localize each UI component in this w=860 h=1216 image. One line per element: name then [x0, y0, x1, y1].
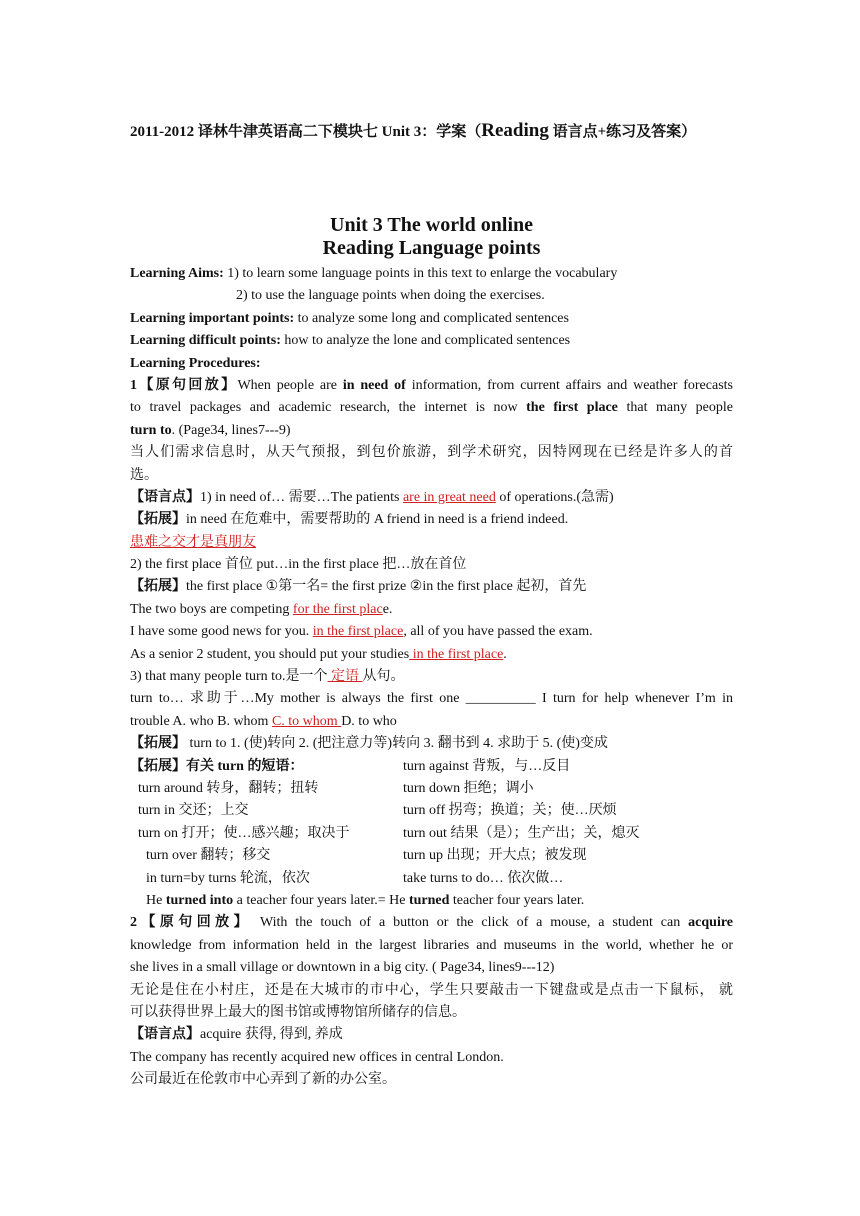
phrase-row: in turn=by turns 轮流，依次 take turns to do… 依次做…	[146, 870, 564, 886]
phrase-row: turn on 打开；使…感兴趣；取决于 turn out 结果（是）；生产出；关，熄灭	[138, 825, 640, 841]
s1-example-3: As a senior 2 student, you should put your studies in the first place.	[130, 646, 507, 662]
s1-sentence-line2: to travel packages and academic research, the internet is now the first place that many people	[130, 400, 733, 416]
s1-extension-3: 【拓展】 turn to 1. (使)转向 2. (把注意力等)转向 3. 翻书到 4. 求助于 5. (使)变成	[130, 736, 608, 752]
phrase-row: turn in 交还；上交 turn off 拐弯；换道；关；使…厌烦	[138, 803, 617, 819]
s2-translation-2: 可以获得世界上最大的图书馆或博物馆所储存的信息。	[130, 1004, 466, 1020]
s1-sentence-line3: turn to. (Page34, lines7---9)	[130, 422, 291, 438]
learning-procedures: Learning Procedures:	[130, 355, 261, 371]
title-reading: Reading	[481, 120, 549, 141]
s2-translation-1: 无论是住在小村庄，还是在大城市的市中心，学生只要敲击一下键盘或是点击一下鼠标， 就	[130, 982, 733, 998]
phrase-row: turn around 转身，翻转；扭转 turn down 拒绝；调小	[138, 780, 534, 796]
s1-turn-example: He turned into a teacher four years later.= He turned teacher four years later.	[146, 892, 585, 908]
learning-important: Learning important points: to analyze some long and complicated sentences	[130, 310, 569, 326]
title-text-end: 语言点+练习及答案）	[548, 124, 697, 140]
unit-heading	[130, 214, 733, 260]
s1-question-options: trouble A. who B. whom C. to whom D. to who	[130, 713, 397, 729]
document-body	[130, 263, 733, 1091]
s1-first-place: 2) the first place 首位 put…in the first place 把…放在首位	[130, 557, 467, 573]
learning-aims: Learning Aims: 1) to learn some language points in this text to enlarge the vocabulary	[130, 266, 618, 281]
title-text: 2011-2012 译林牛津英语高二下模块七 Unit 3：学案（	[130, 124, 482, 140]
s2-example-translation: 公司最近在伦敦市中心弄到了新的办公室。	[130, 1072, 396, 1088]
s2-sentence-line1: 2【原句回放】 With the touch of a button or the click of a mouse, a student can acquire	[130, 915, 734, 931]
s2-sentence-line3: she lives in a small village or downtown in a big city. ( Page34, lines9---12)	[130, 960, 555, 976]
s1-extension-1-answer: 患难之交才是真朋友	[130, 534, 256, 550]
s2-sentence-line2: knowledge from information held in the largest libraries and museums in the world, whether he or	[130, 937, 733, 953]
s1-clause-point: 3) that many people turn to.是一个 定语 从句。	[130, 669, 405, 685]
unit-subtitle-line: Reading Language points	[322, 237, 541, 259]
learning-difficult: Learning difficult points: how to analyze the lone and complicated sentences	[130, 333, 571, 349]
s1-extension-2: 【拓展】the first place ①第一名= the first prize ②in the first place 起初，首先	[130, 579, 587, 595]
s1-example-1: The two boys are competing for the first place.	[130, 601, 393, 617]
document-title	[130, 116, 733, 147]
s2-example: The company has recently acquired new offices in central London.	[130, 1049, 504, 1065]
s1-translation-2: 选。	[130, 467, 158, 483]
s2-language-point: 【语言点】acquire 获得, 得到, 养成	[130, 1027, 343, 1043]
s1-extension-4: 【拓展】有关 turn 的短语： turn against 背叛，与…反目	[130, 756, 733, 778]
s1-extension-1: 【拓展】in need 在危难中，需要帮助的 A friend in need is a friend indeed.	[130, 512, 569, 528]
learning-aims-2: 2) to use the language points when doing the exercises.	[236, 288, 545, 304]
s1-language-point: 【语言点】1) in need of… 需要…The patients are in great need of operations.(急需)	[130, 489, 614, 505]
s1-example-2: I have some good news for you. in the first place, all of you have passed the exam.	[130, 624, 593, 640]
phrase-row: turn over 翻转；移交 turn up 出现；开大点；被发现	[146, 848, 587, 864]
s1-sentence-line1: 1【原句回放】When people are in need of information, from current affairs and weather forecasts	[130, 377, 733, 393]
phrase-right: turn against 背叛，与…反目	[403, 758, 571, 774]
unit-title-line: Unit 3 The world online	[330, 214, 533, 236]
s1-translation-1: 当人们需求信息时，从天气预报，到包价旅游，到学术研究，因特网现在已经是许多人的首	[130, 445, 733, 461]
s1-question-1: turn to… 求助于…My mother is always the first one __________ I turn for help whenever I’m in	[130, 691, 733, 707]
